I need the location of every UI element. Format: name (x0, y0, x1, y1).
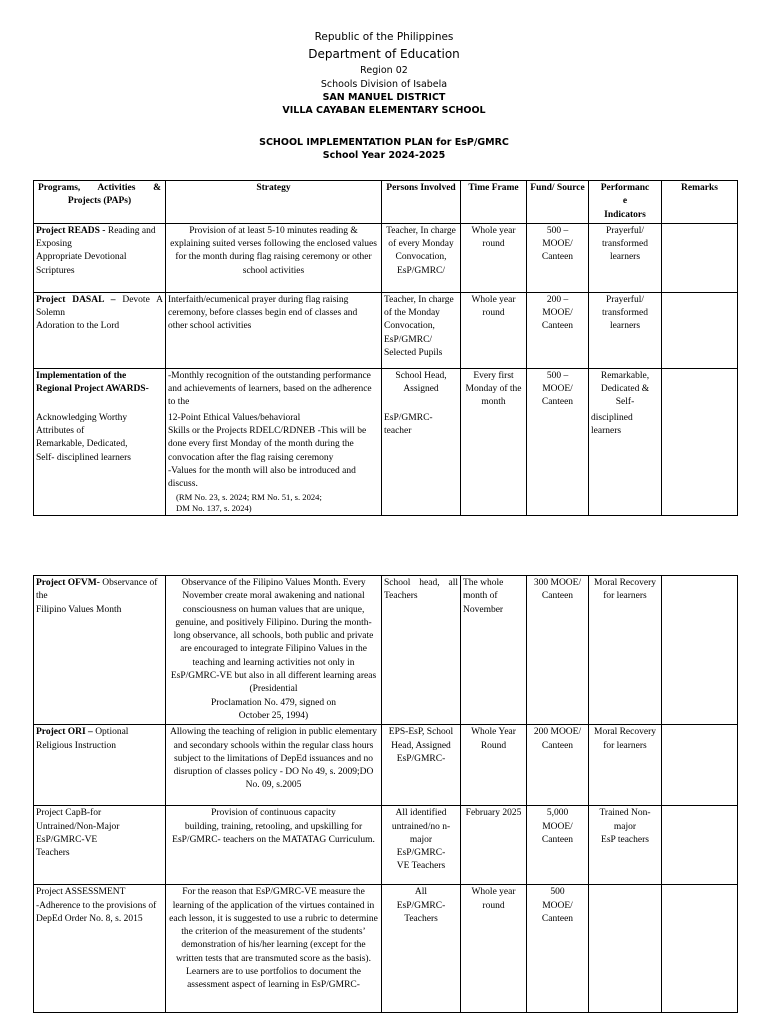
paps-cell (34, 725, 166, 806)
memo-references: (RM No. 23, s. 2024; RM No. 51, s. 2024; DM No. 137, s. 2024) (176, 491, 322, 513)
table-row (34, 725, 738, 806)
remarks-cell (662, 411, 738, 515)
fund-cell: 500 MOOE/ Canteen (527, 885, 589, 1013)
persons-cell: EPS-EsP, School Head, Assigned EsP/GMRC- (382, 725, 461, 806)
table-row (34, 576, 738, 725)
header-fund-source: Fund/ Source (527, 181, 589, 224)
persons-cell: All EsP/GMRC- Teachers (382, 885, 461, 1013)
header-persons: Persons Involved (382, 181, 461, 224)
paps-cell (34, 223, 166, 292)
time-frame-cell: Whole year round (461, 223, 527, 292)
table-header-row (34, 181, 738, 224)
table-row (34, 292, 738, 368)
header-school: VILLA CAYABAN ELEMENTARY SCHOOL (282, 105, 486, 116)
project-title: Project OFVM- (36, 578, 100, 588)
fund-cell: 300 MOOE/ Canteen (527, 576, 589, 725)
paps-cell: Acknowledging Worthy Attributes of Remarkable, Dedicated, Self- disciplined learners (34, 411, 166, 515)
fund-cell: 200 MOOE/ Canteen (527, 725, 589, 806)
remarks-cell (662, 885, 738, 1013)
table-row (34, 368, 738, 410)
table-row (34, 411, 738, 515)
time-frame-cell: Whole Year Round (461, 725, 527, 806)
header-performance-indicators: Performanc e Indicators (589, 181, 662, 224)
paps-cell (34, 368, 166, 410)
performance-cell: Moral Recovery for learners (589, 576, 662, 725)
fund-cell: 5,000 MOOE/ Canteen (527, 806, 589, 885)
strategy-cell: Provision of at least 5-10 minutes reading & explaining suited verses following the enclosed values for the month during flag raising ceremony or other school activities (166, 223, 382, 292)
header-deped: Department of Education (308, 47, 460, 61)
plan-title: SCHOOL IMPLEMENTATION PLAN for EsP/GMRC (259, 137, 509, 148)
table-row (34, 223, 738, 292)
project-title: Implementation of the Regional Project AWARDS- (36, 370, 149, 395)
paps-cell (34, 576, 166, 725)
header-time-frame: Time Frame (461, 181, 527, 224)
remarks-cell (662, 576, 738, 725)
strategy-cell: -Monthly recognition of the outstanding performance and achievements of learners, based on the adherence to the (166, 368, 382, 410)
performance-cell: Remarkable, Dedicated & Self- (589, 368, 662, 410)
persons-cell: Teacher, In charge of the Monday Convocation, EsP/GMRC/ Selected Pupils (382, 292, 461, 368)
time-frame-cell: Every first Monday of the month (461, 368, 527, 410)
header-remarks: Remarks (662, 181, 738, 224)
paps-cell: Project CapB-for Untrained/Non-Major EsP/GMRC-VE Teachers (34, 806, 166, 885)
performance-cell: disciplined learners (589, 411, 662, 515)
paps-cell: Project ASSESSMENT -Adherence to the provisions of DepEd Order No. 8, s. 2015 (34, 885, 166, 1013)
remarks-cell (662, 368, 738, 410)
project-title: Project READS - (36, 225, 106, 236)
table-row (34, 885, 738, 1013)
time-frame-cell: Whole year round (461, 292, 527, 368)
remarks-cell (662, 806, 738, 885)
remarks-cell (662, 223, 738, 292)
time-frame-cell: The whole month of November (461, 576, 527, 725)
header-district: SAN MANUEL DISTRICT (322, 92, 446, 103)
project-name: Devote A Solemn Adoration to the Lord (36, 294, 163, 332)
time-frame-cell (461, 411, 527, 515)
fund-cell: 500 – MOOE/ Canteen (527, 368, 589, 410)
header-strategy: Strategy (166, 181, 382, 224)
persons-cell: Teacher, In charge of every Monday Convocation, EsP/GMRC/ (382, 223, 461, 292)
implementation-table-2 (33, 575, 738, 1013)
persons-cell: School head, all Teachers (382, 576, 461, 725)
fund-cell: 200 – MOOE/ Canteen (527, 292, 589, 368)
project-name: Observance of the Filipino Values Month (36, 578, 158, 615)
persons-cell: EsP/GMRC- teacher (382, 411, 461, 515)
performance-cell: Trained Non- major EsP teachers (589, 806, 662, 885)
performance-cell: Prayerful/ transformed learners (589, 292, 662, 368)
header-division: Schools Division of Isabela (320, 79, 448, 90)
remarks-cell (662, 292, 738, 368)
strategy-cell: Allowing the teaching of religion in public elementary and secondary schools within the regular class hours subject to the limitations of DepEd issuances and no disruption of classes policy - DO No 49, s. 2009;DO No. 09, s.2005 (166, 725, 382, 806)
project-title: Project DASAL – (36, 294, 116, 305)
time-frame-cell: February 2025 (461, 806, 527, 885)
project-name: Optional Religious Instruction (36, 727, 129, 751)
strategy-cell: Interfaith/ecumenical prayer during flag raising ceremony, before classes begin end of classes and other school activities (166, 292, 382, 368)
project-title: Project ORI – (36, 727, 93, 738)
performance-cell: Prayerful/ transformed learners (589, 223, 662, 292)
strategy-cell (166, 411, 382, 515)
table-row (34, 806, 738, 885)
persons-cell: School Head, Assigned (382, 368, 461, 410)
performance-cell: Moral Recovery for learners (589, 725, 662, 806)
implementation-table-1 (33, 180, 738, 516)
project-name: Reading and Exposing Appropriate Devotional Scriptures (36, 225, 156, 276)
strategy-cell: Observance of the Filipino Values Month. Every November create moral awakening and national consciousness on human values that are unique, genuine, and positively Filipino. During the month-long observance, all schools, both public and private are encouraged to integrate Filipino Values in the teaching and learning activities not only in EsP/GMRC-VE but also in all different learning areas (Presidential Proclamation No. 479, signed on October 25, 1994) (166, 576, 382, 725)
fund-cell (527, 411, 589, 515)
strategy-text: 12-Point Ethical Values/behavioral Skills or the Projects RDELC/RDNEB -This will be done every first Monday of the month during the convocation after the flag raising ceremony -Values for the month will also be introduced and discuss. (168, 412, 367, 490)
header-republic: Republic of the Philippines (314, 31, 454, 43)
strategy-cell: Provision of continuous capacity building, training, retooling, and upskilling for EsP/GMRC- teachers on the MATATAG Curriculum. (166, 806, 382, 885)
performance-cell (589, 885, 662, 1013)
header-region: Region 02 (360, 65, 408, 76)
time-frame-cell: Whole year round (461, 885, 527, 1013)
persons-cell: All identified untrained/no n- major EsP/GMRC- VE Teachers (382, 806, 461, 885)
paps-cell (34, 292, 166, 368)
remarks-cell (662, 725, 738, 806)
fund-cell: 500 – MOOE/ Canteen (527, 223, 589, 292)
header-paps: Programs, Activities & Projects (PAPs) (34, 181, 166, 224)
strategy-cell: For the reason that EsP/GMRC-VE measure the learning of the application of the virtues contained in each lesson, it is suggested to use a rubric to determine the criterion of the measurement of the students’ demonstration of his/her learning (except for the written tests that are transmuted score as the basis). Learners are to use portfolios to document the assessment aspect of learning in EsP/GMRC- (166, 885, 382, 1013)
school-year: School Year 2024-2025 (322, 150, 446, 161)
